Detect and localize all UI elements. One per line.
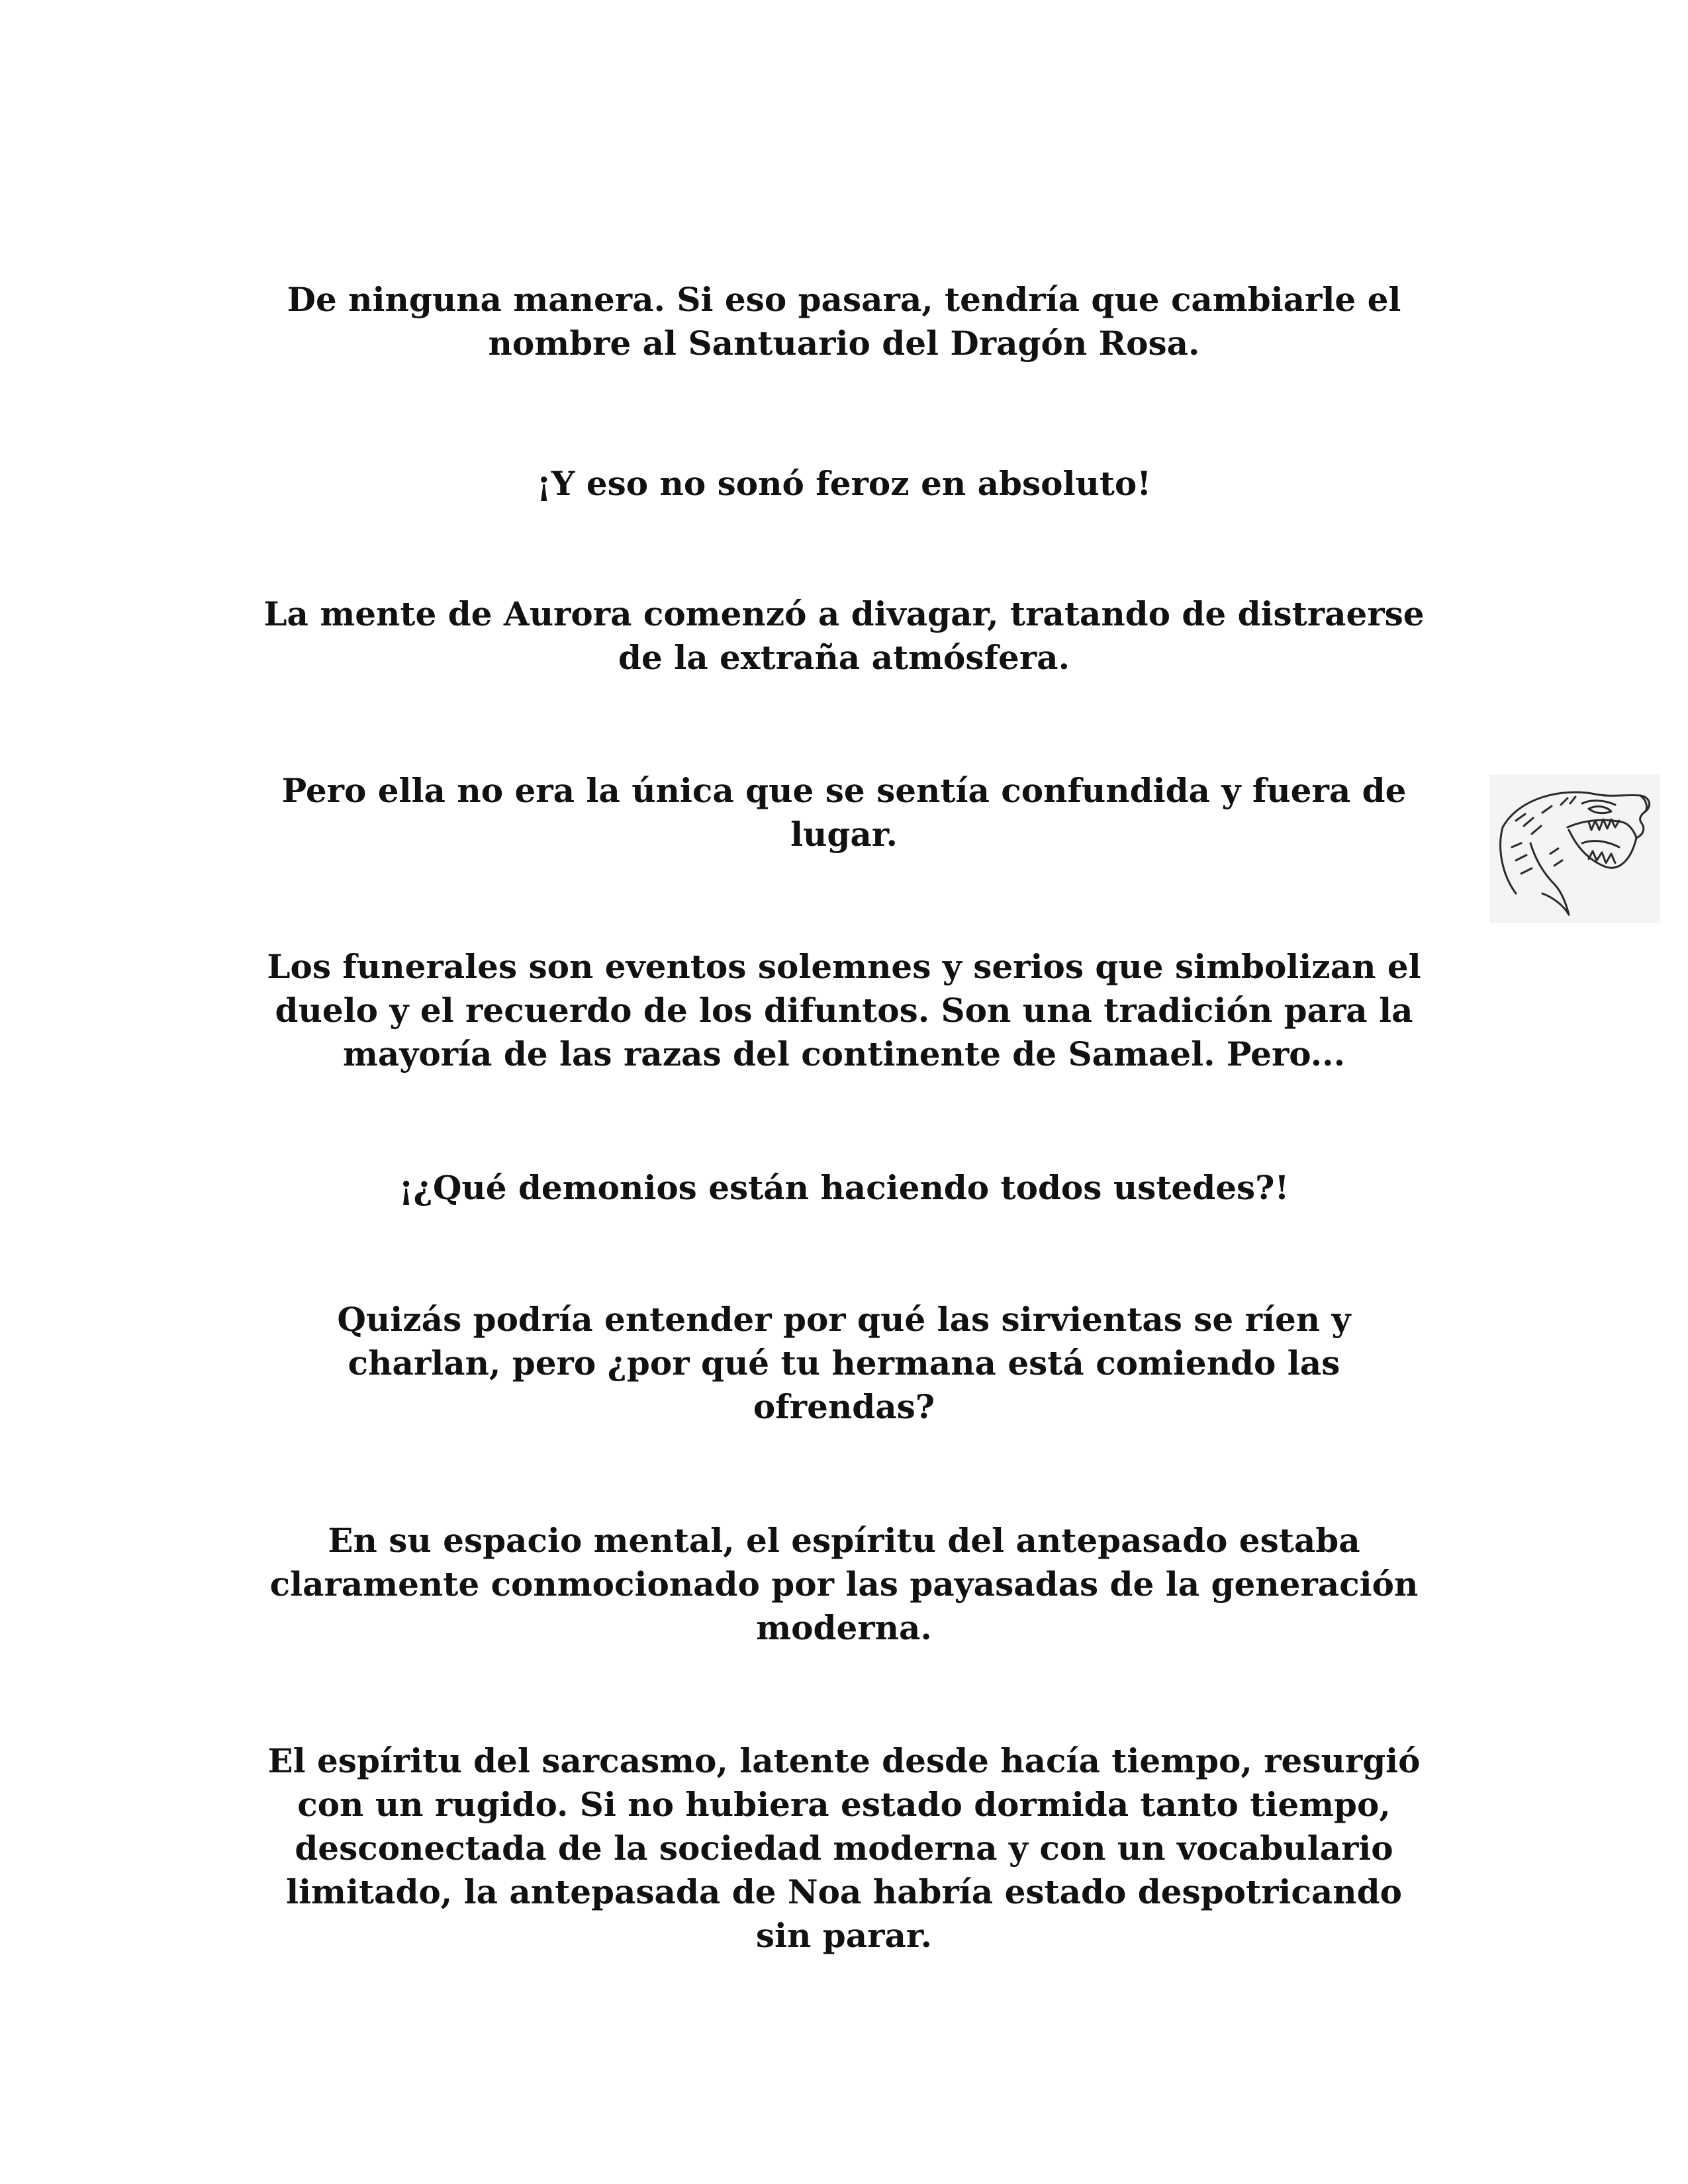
paragraph-4: Pero ella no era la única que se sentía confundida y fuera de lugar. [281,771,1407,854]
paragraph-6: ¡¿Qué demonios están haciendo todos ustedes?! [399,1168,1289,1207]
paragraph-8: En su espacio mental, el espíritu del antepasado estaba claramente conmocionado por las payasadas de la generación moderna. [269,1521,1419,1647]
paragraph-9: El espíritu del sarcasmo, latente desde hacía tiempo, resurgió con un rugido. Si no hubiera estado dormida tanto tiempo, desconectada de la sociedad moderna y con un vocabulario limitado, la antepasada de Noa habría estado despotricando sin parar. [267,1741,1421,1955]
paragraph-3: La mente de Aurora comenzó a divagar, tratando de distraerse de la extraña atmósfera. [263,594,1425,677]
paragraph-1: De ninguna manera. Si eso pasara, tendría que cambiarle el nombre al Santuario del Dragón Rosa. [287,280,1401,363]
paragraph-5: Los funerales son eventos solemnes y serios que simbolizan el duelo y el recuerdo de los difuntos. Son una tradición para la mayoría de las razas del continente de Samael. Pero... [267,947,1421,1073]
paragraph-2: ¡Y eso no sonó feroz en absoluto! [536,464,1152,503]
paragraph-7: Quizás podría entender por qué las sirvientas se ríen y charlan, pero ¿por qué tu hermana está comiendo las ofrendas? [337,1300,1351,1426]
dragon-head-sketch-icon [1489,774,1660,923]
